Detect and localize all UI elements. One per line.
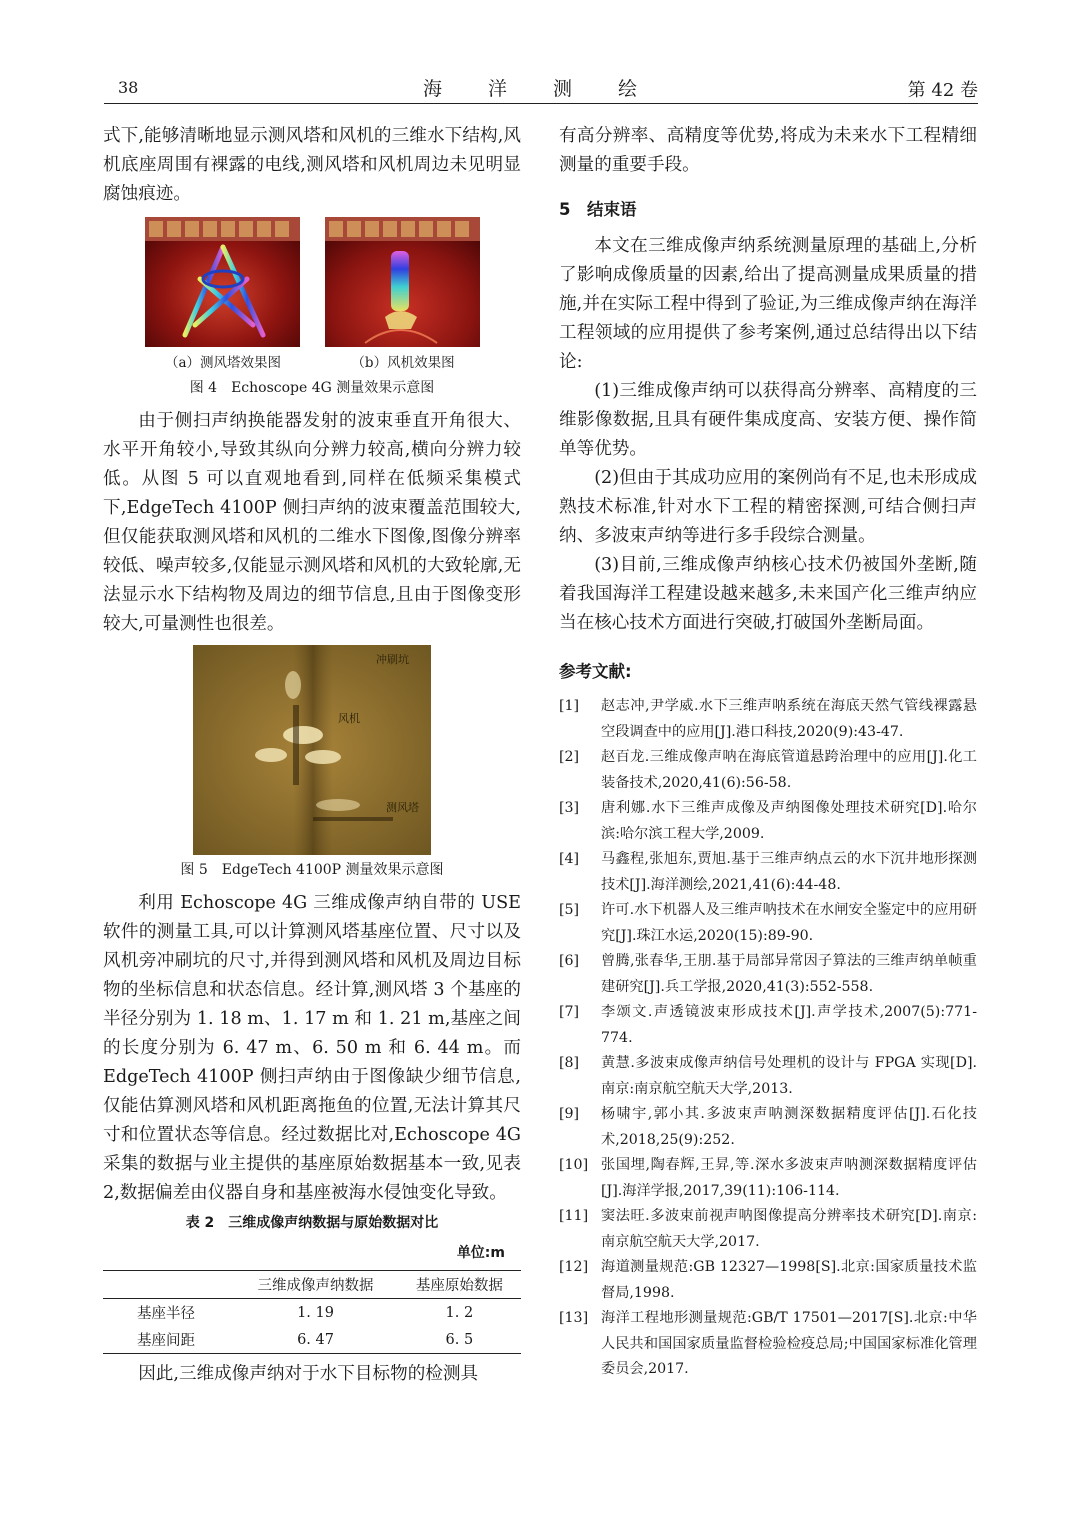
table-header: 基座原始数据 — [398, 1271, 521, 1299]
table-2 — [103, 1270, 521, 1354]
figure-4b-label: （b）风机效果图 — [351, 355, 455, 371]
reference-item: [13] 海洋工程地形测量规范:GB/T 17501—2017[S].北京:中华人民共和国国家质量监督检验检疫总局;中国国家标准化管理委员会,2017. — [559, 1310, 977, 1377]
reference-list — [559, 694, 977, 1383]
reference-item: [8] 黄慧.多波束成像声纳信号处理机的设计与 FPGA 实现[D].南京:南京航空航天大学,2013. — [559, 1055, 977, 1097]
left-column — [103, 122, 521, 1389]
section-title: 5 结束语 — [559, 200, 637, 219]
right-column — [559, 122, 977, 1383]
figure-4a-image — [145, 217, 300, 347]
figure-4-caption: 图 4 Echoscope 4G 测量效果示意图 — [189, 380, 435, 396]
label-scour-pit: 冲刷坑 — [376, 653, 409, 666]
table-header: 三维成像声纳数据 — [233, 1271, 397, 1299]
reference-item: [3] 唐利娜.水下三维声成像及声纳图像处理技术研究[D].哈尔滨:哈尔滨工程大学,2009. — [559, 800, 977, 842]
table-cell: 基座间距 — [103, 1326, 233, 1354]
reference-item: [11] 窦法旺.多波束前视声呐图像提高分辨率技术研究[D].南京:南京航空航天大学,2017. — [559, 1208, 977, 1250]
figure-5-caption: 图 5 EdgeTech 4100P 测量效果示意图 — [180, 862, 444, 878]
paragraph-continued: 式下,能够清晰地显示测风塔和风机的三维水下结构,风机底座周围有裸露的电线,测风塔和风机周边未见明显腐蚀痕迹。 — [103, 126, 521, 204]
figure-4b-image — [325, 217, 480, 347]
paragraph-continued: 有高分辨率、高精度等优势,将成为未来水下工程精细测量的重要手段。 — [559, 126, 977, 175]
figure-5-image — [193, 645, 431, 855]
reference-item: [2] 赵百龙.三维成像声呐在海底管道悬跨治理中的应用[J].化工装备技术,2020,41(6):56-58. — [559, 749, 977, 791]
reference-item: [9] 杨啸宇,郭小其.多波束声呐测深数据精度评估[J].石化技术,2018,25(9):252. — [559, 1106, 977, 1148]
figure-4a-label: （a）测风塔效果图 — [164, 355, 282, 371]
reference-item: [7] 李颂文.声透镜波束形成技术[J].声学技术,2007(5):771-774. — [559, 1004, 977, 1046]
paragraph: 利用 Echoscope 4G 三维成像声纳自带的 USE 软件的测量工具,可以计算测风塔基座位置、尺寸以及风机旁冲刷坑的尺寸,并得到测风塔和风机及周边目标物的坐标信息和状态信息。经计算,测风塔 3 个基座的半径分别为 1. 18 m、1. 17 m 和 1. 21 m,基座之间的长度分别为 6. 47 m、6. 50 m 和 6. 44 m。而 EdgeTech 4100P 侧扫声纳由于图像缺少细节信息,仅能估算测风塔和风机距离拖鱼的位置,无法计算其尺寸和位置状态等信息。经过数据比对,Echoscope 4G 采集的数据与业主提供的基座原始数据基本一致,见表 2,数据偏差由仪器自身和基座被海水侵蚀变化导致。 — [103, 893, 521, 1203]
table-header — [103, 1271, 233, 1299]
reference-item: [5] 许可.水下机器人及三维声呐技术在水闸安全鉴定中的应用研究[J].珠江水运,2020(15):89-90. — [559, 902, 977, 944]
table-cell: 6. 47 — [233, 1326, 397, 1354]
header-rule — [104, 103, 978, 104]
reference-item: [6] 曾腾,张春华,王朋.基于局部异常因子算法的三维声纳单帧重建研究[J].兵工学报,2020,41(3):552-558. — [559, 953, 977, 995]
label-turbine: 风机 — [338, 712, 360, 725]
reference-item: [10] 张国埋,陶春辉,王昇,等.深水多波束声呐测深数据精度评估[J].海洋学报,2017,39(11):106-114. — [559, 1157, 977, 1199]
table-row — [103, 1299, 521, 1327]
table-cell: 6. 5 — [398, 1326, 521, 1354]
conclusion-1: (1)三维成像声纳可以获得高分辨率、高精度的三维影像数据,且具有硬件集成度高、安装方便、操作简单等优势。 — [559, 381, 977, 459]
reference-item: [1] 赵志冲,尹学威.水下三维声呐系统在海底天然气管线裸露悬空段调查中的应用[J].港口科技,2020(9):43-47. — [559, 698, 977, 740]
table-cell: 1. 19 — [297, 1304, 334, 1321]
conclusion-3: (3)目前,三维成像声纳核心技术仍被国外垄断,随着我国海洋工程建设越来越多,未来国产化三维声纳应当在核心技术方面进行突破,打破国外垄断局面。 — [559, 555, 977, 633]
volume-label: 第 42 卷 — [907, 80, 978, 101]
label-met-tower: 测风塔 — [386, 801, 419, 814]
table-2-unit: 单位:m — [456, 1245, 505, 1261]
figure-4 — [103, 217, 521, 373]
reference-item: [12] 海道测量规范:GB 12327—1998[S].北京:国家质量技术监督局,1998. — [559, 1259, 977, 1301]
table-cell: 基座半径 — [137, 1306, 195, 1322]
references-title: 参考文献: — [559, 662, 632, 681]
table-row — [103, 1326, 521, 1354]
paragraph: 因此,三维成像声纳对于水下目标物的检测具 — [138, 1364, 479, 1384]
journal-title: 海 洋 测 绘 — [422, 78, 658, 100]
paragraph: 由于侧扫声纳换能器发射的波束垂直开角很大、水平开角较小,导致其纵向分辨力较高,横向分辨力较低。从图 5 可以直观地看到,同样在低频采集模式下,EdgeTech 4100P 侧扫声纳的波束覆盖范围较大,但仅能获取测风塔和风机的二维水下图像,图像分辨率较低、噪声较多,仅能显示测风塔和风机的大致轮廓,无法显示水下结构物及周边的细节信息,且由于图像变形较大,可量测性也很差。 — [103, 411, 521, 634]
reference-item: [4] 马鑫程,张旭东,贾旭.基于三维声纳点云的水下沉井地形探测技术[J].海洋测绘,2021,41(6):44-48. — [559, 851, 977, 893]
table-cell: 1. 2 — [445, 1304, 474, 1321]
table-2-caption: 表 2 三维成像声纳数据与原始数据对比 — [185, 1215, 439, 1231]
conclusion-2: (2)但由于其成功应用的案例尚有不足,也未形成成熟技术标准,针对水下工程的精密探测,可结合侧扫声纳、多波束声纳等进行多手段综合测量。 — [559, 468, 977, 546]
page-number: 38 — [118, 78, 139, 97]
paragraph: 本文在三维成像声纳系统测量原理的基础上,分析了影响成像质量的因素,给出了提高测量成果质量的措施,并在实际工程中得到了验证,为三维成像声纳在海洋工程领域的应用提供了参考案例,通过总结得出以下结论: — [559, 236, 977, 372]
